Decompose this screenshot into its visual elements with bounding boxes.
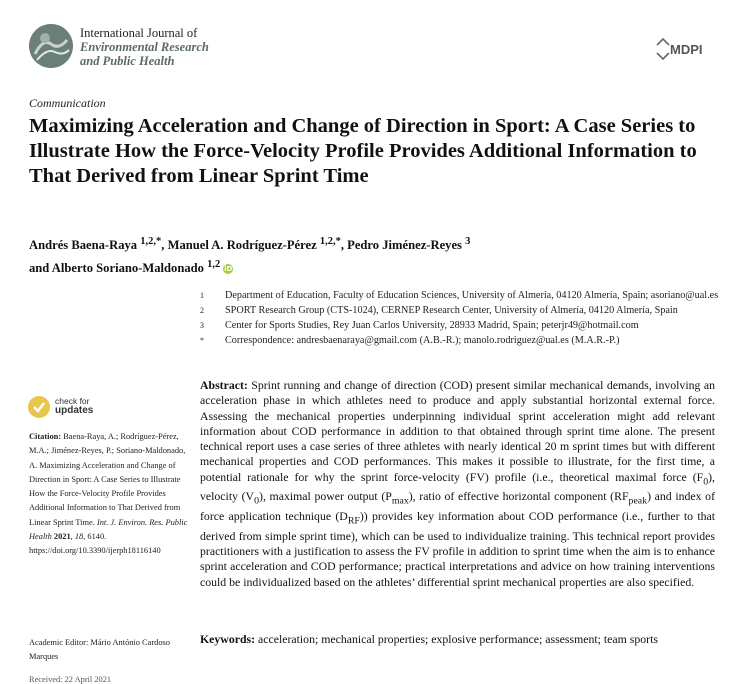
affiliation-item — [200, 334, 720, 347]
author-1[interactable]: Andrés Baena-Raya — [29, 238, 138, 253]
affiliation-text: SPORT Research Group (CTS-1024), CERNEP Research Center, University of Almería, 04120 Almería, Spain — [225, 305, 678, 316]
citation-year: 2021 — [53, 532, 71, 542]
affiliation-item — [200, 319, 720, 332]
keywords-text: acceleration; mechanical properties; explosive performance; assessment; team sports — [258, 632, 658, 646]
abstract-sub: RF — [347, 515, 360, 527]
affiliation-number: * — [200, 336, 204, 345]
affiliation-item — [200, 304, 720, 317]
mdpi-logo-graphic — [655, 37, 711, 61]
author-2-affil: 1,2,* — [319, 236, 341, 247]
affiliation-item — [200, 289, 720, 302]
citation-label: Citation: — [29, 432, 62, 441]
check-for-label: check for — [55, 396, 90, 406]
citation-pages: , 6140. — [83, 532, 107, 542]
citation-doi-link[interactable]: https://doi.org/10.3390/ijerph18116140 — [29, 546, 161, 556]
author-4[interactable]: Alberto Soriano-Maldonado — [51, 261, 204, 276]
keywords — [200, 632, 715, 647]
check-mark-icon — [28, 396, 50, 418]
citation-volume: 18 — [74, 532, 84, 542]
editor-label: Academic Editor: — [29, 638, 89, 647]
keywords-label: Keywords: — [200, 632, 256, 646]
citation-block: Citation: Baena-Raya, A.; Rodríguez-Pérez, M.A.; Jiménez-Reyes, P.; Soriano-Maldonado, A. Maximizing Acceleration and Change of Direction in Sport: A Case Series to Illustrate How the Force-Velocity Profile Provides Additional Information to That Derived from Linear Sprint Time. Int. J. Environ. Res. Public Health 2021, 18, 6140. https://doi.org/10.3390/ijerph18116140 — [29, 432, 188, 556]
abstract-text-5: ) and index of force application technique (D — [200, 489, 715, 524]
article-type: Communication — [29, 96, 106, 110]
abstract-sub: max — [391, 495, 409, 507]
author-4-affil: 1,2 — [207, 259, 221, 271]
abstract-text-3: ), maximal power output (P — [259, 489, 392, 504]
citation-journal: Int. J. Environ. Res. Public Health — [29, 517, 188, 542]
journal-line2: Environmental Research — [80, 40, 209, 54]
abstract-text-1: Sprint running and change of direction (COD) present similar mechanical demands, involving an acceleration phase in which athletes need to produce and apply substantial horizontal external force. Assessing the mechanical properties underpinning individual sprint acceleration might add relevant information about COD performance in addition to that obtained through sprint time alone. The present technical report uses a case series of three athletes with nearly identical 20 m sprint times but with different mechanical properties and COD performances. This makes it possible to illustrate, for the first time, a potential rationale for why the sprint force-velocity (FV) profile (i.e., theoretical maximal force (F — [200, 378, 715, 484]
check-updates-icon — [28, 396, 50, 418]
check-for-updates-button[interactable] — [28, 396, 108, 424]
affiliation-text: Center for Sports Studies, Rey Juan Carlos University, 28933 Madrid, Spain; peterjr49@hotmail.com — [225, 320, 639, 331]
affiliation-text: Correspondence: andresbaenaraya@gmail.com (A.B.-R.); manolo.rodriguez@ual.es (M.A.R.-P.) — [225, 335, 620, 346]
journal-name — [80, 26, 300, 68]
journal-logo — [29, 24, 73, 68]
abstract-label: Abstract: — [200, 378, 248, 392]
author-3[interactable]: Pedro Jiménez-Reyes — [347, 238, 462, 253]
affiliation-number: 1 — [200, 291, 204, 300]
affiliations — [200, 289, 720, 349]
author-3-affil: 3 — [465, 236, 471, 247]
author-list — [29, 232, 589, 278]
affiliation-number: 2 — [200, 306, 204, 315]
mdpi-logo — [655, 37, 711, 61]
author-separator: , — [340, 238, 348, 253]
author-2[interactable]: Manuel A. Rodríguez-Pérez — [167, 238, 317, 253]
abstract-text-4: ), ratio of effective horizontal component (RF — [408, 489, 629, 504]
mdpi-logo-text: MDPI — [670, 42, 703, 57]
affiliation-number: 3 — [200, 321, 204, 330]
editor-name: Mário António Cardoso Marques — [29, 638, 170, 662]
abstract-sub: 0 — [254, 495, 260, 507]
affiliation-text: Department of Education, Faculty of Education Sciences, University of Almería, 04120 Almería, Spain; asoriano@ual.es — [225, 290, 719, 301]
orcid-icon[interactable]: iD — [224, 265, 233, 274]
abstract-text-6: )) provides key information about COD performance (i.e., further to that derived from simple sprint time), which can be used to individualize training. This technical report provides practitioners with a justification to assess the FV profile in addition to sprint time when the aim is to enhance sprint acceleration and COD performance; practical interpretations and advice on how training interventions could be individualized based on the athletes’ differential sprint mechanical properties are also specified. — [200, 509, 716, 589]
author-separator: , — [161, 238, 168, 253]
received-date: Received: 22 April 2021 — [29, 675, 112, 684]
academic-editor — [29, 636, 194, 665]
citation-text: Baena-Raya, A.; Rodríguez-Pérez, M.A.; Jiménez-Reyes, P.; Soriano-Maldonado, A. Maximizing Acceleration and Change of Direction in Sport: A Case Series to Illustrate How the Force-Velocity Profile Provides Additional Information to That Derived from Linear Sprint Time. — [29, 432, 186, 527]
abstract — [200, 378, 715, 590]
abstract-text-2: ), velocity (V — [200, 469, 715, 504]
journal-line1: International Journal of — [80, 26, 198, 40]
author-1-affil: 1,2,* — [140, 236, 162, 247]
abstract-sub: 0 — [703, 476, 709, 488]
journal-logo-graphic — [29, 24, 73, 68]
updates-label: updates — [55, 405, 94, 416]
abstract-sub: peak — [628, 495, 648, 507]
journal-line3: and Public Health — [80, 54, 175, 68]
article-title: Maximizing Acceleration and Change of Direction in Sport: A Case Series to Illustrate How the Force-Velocity Profile Provides Additional Information to That Derived from Linear Sprint Time — [29, 115, 697, 187]
author-and: and — [29, 261, 52, 276]
